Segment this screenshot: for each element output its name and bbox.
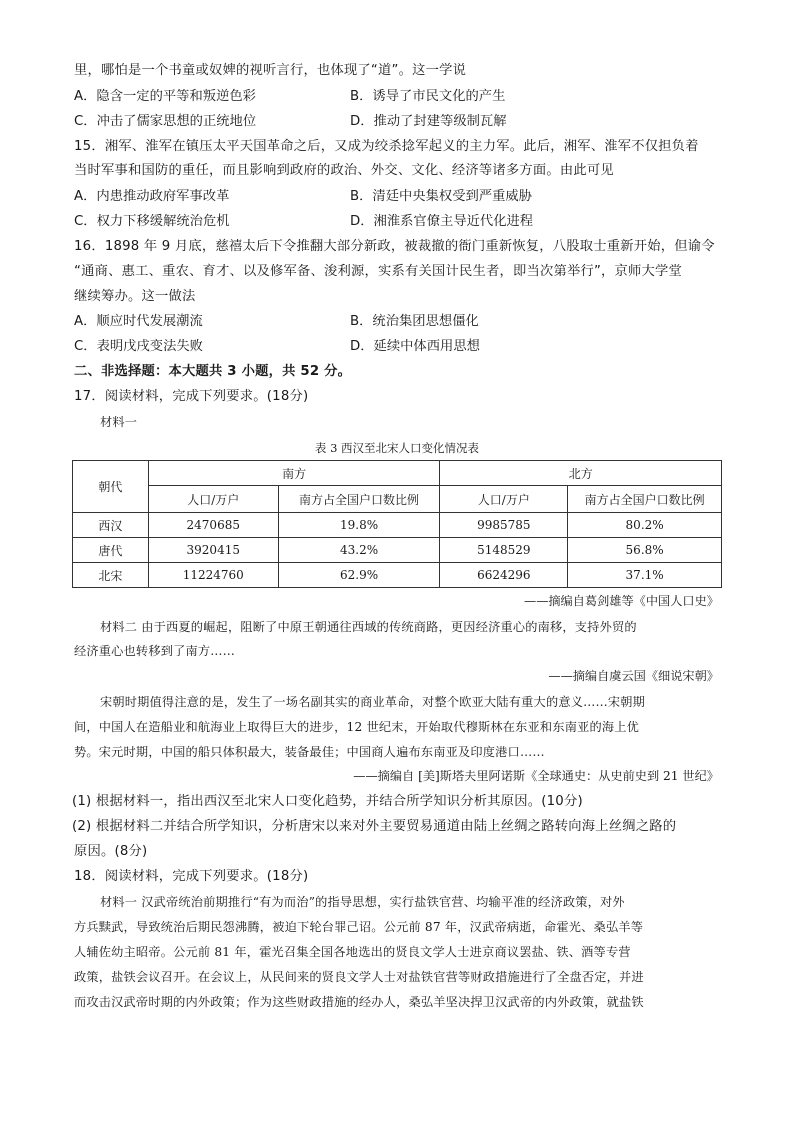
- material-2-line2: 经济重心也转移到了南方……: [74, 644, 236, 658]
- cell-dynasty: 北宋: [73, 563, 149, 588]
- population-table: [72, 460, 722, 588]
- q15-stem-line2: 当时军事和国防的重任，而且影响到政府的政治、外交、文化、经济等诸多方面。由此可见: [74, 163, 614, 178]
- q15-option-a: A．内患推动政府军事改革: [74, 189, 230, 204]
- q18-material-line2: 方兵黩武，导致统治后期民怨沸腾，被迫下轮台罪己诏。公元前 87 年，汉武帝病逝，命霍光、桑弘羊等: [74, 920, 644, 934]
- cell-south-pop: 3920415: [148, 538, 278, 563]
- header-south: 南方: [148, 461, 440, 486]
- option-a: A．隐含一定的平等和叛逆色彩: [74, 89, 256, 104]
- header-north: 北方: [440, 461, 722, 486]
- cell-north-ratio: 37.1%: [568, 563, 722, 588]
- cell-dynasty: 唐代: [73, 538, 149, 563]
- source-citation-1: ——摘编自葛剑雄等《中国人口史》: [524, 594, 719, 608]
- q18-material-line1: 材料一 汉武帝统治前期推行“有为而治”的指导思想，实行盐铁官营、均输平准的经济政策，对外: [100, 895, 625, 909]
- q15-option-c: C．权力下移缓解统治危机: [74, 214, 230, 229]
- section-heading: 二、非选择题：本大题共 3 小题，共 52 分。: [74, 364, 352, 379]
- material-2b-line1: 宋朝时期值得注意的是，发生了一场名副其实的商业革命，对整个欧亚大陆有重大的意义……宋朝期: [100, 695, 646, 709]
- table-caption: 表 3 西汉至北宋人口变化情况表: [314, 441, 480, 455]
- header-dynasty: 朝代: [73, 461, 149, 513]
- source-citation-3: ——摘编自 [美]斯塔夫里阿诺斯《全球通史：从史前史到 21 世纪》: [353, 769, 719, 783]
- cell-south-ratio: 19.8%: [278, 513, 440, 538]
- cell-north-pop: 9985785: [440, 513, 568, 538]
- q18-material-line3: 人辅佐幼主昭帝。公元前 81 年，霍光召集全国各地选出的贤良文学人士进京商议罢盐、铁、酒等专营: [74, 945, 631, 959]
- cell-dynasty: 西汉: [73, 513, 149, 538]
- material-2-line1: 材料二 由于西夏的崛起，阻断了中原王朝通往西域的传统商路，更因经济重心的南移，支持外贸的: [100, 620, 637, 634]
- question-stem-line: 里，哪怕是一个书童或奴婢的视听言行，也体现了“道”。这一学说: [74, 63, 467, 78]
- cell-south-ratio: 43.2%: [278, 538, 440, 563]
- header-north-pop: 人口/万户: [440, 486, 568, 513]
- header-south-pop: 人口/万户: [148, 486, 278, 513]
- q18-material-line4: 政策，盐铁会议召开。在会议上，从民间来的贤良文学人士对盐铁官营等财政措施进行了全盘否定，并进: [74, 970, 644, 984]
- q16-stem-line3: 继续筹办。这一做法: [74, 289, 196, 304]
- q15-stem-line1: 15．湘军、淮军在镇压太平天国革命之后，又成为绞杀捻军起义的主力军。此后，湘军、淮军不仅担负着: [74, 139, 699, 154]
- q18-title: 18．阅读材料，完成下列要求。(18分): [74, 869, 309, 884]
- q17-ask-1: (1) 根据材料一，指出西汉至北宋人口变化趋势，并结合所学知识分析其原因。(10分): [72, 794, 583, 809]
- q16-option-c: C．表明戊戌变法失败: [74, 339, 203, 354]
- cell-north-ratio: 56.8%: [568, 538, 722, 563]
- q16-stem-line2: “通商、惠工、重农、育才、以及修军备、浚利源，实系有关国计民生者，即当次第举行”，京师大学堂: [74, 264, 683, 279]
- material-1-label: 材料一: [100, 415, 138, 429]
- q16-stem-line1: 16．1898 年 9 月底，慈禧太后下令推翻大部分新政，被裁撤的衙门重新恢复，八股取士重新开始，但谕令: [74, 239, 715, 254]
- cell-south-pop: 11224760: [148, 563, 278, 588]
- header-south-ratio: 南方占全国户口数比例: [278, 486, 440, 513]
- material-2b-line3: 势。宋元时期，中国的船只体积最大，装备最佳；中国商人遍布东南亚及印度港口……: [74, 745, 545, 759]
- q16-option-b: B．统治集团思想僵化: [350, 314, 479, 329]
- material-2b-line2: 间，中国人在造船业和航海业上取得巨大的进步，12 世纪末，开始取代穆斯林在东亚和东南亚的海上优: [74, 720, 640, 734]
- header-north-ratio: 南方占全国户口数比例: [568, 486, 722, 513]
- cell-north-ratio: 80.2%: [568, 513, 722, 538]
- table-row: [73, 513, 722, 538]
- table-row: [73, 538, 722, 563]
- option-b: B．诱导了市民文化的产生: [350, 89, 506, 104]
- q17-ask-2-line1: (2) 根据材料二并结合所学知识，分析唐宋以来对外主要贸易通道由陆上丝绸之路转向海上丝绸之路的: [72, 819, 677, 834]
- q15-option-b: B．清廷中央集权受到严重威胁: [350, 189, 532, 204]
- q16-option-a: A．顺应时代发展潮流: [74, 314, 203, 329]
- option-c: C．冲击了儒家思想的正统地位: [74, 114, 257, 129]
- option-d: D．推动了封建等级制瓦解: [350, 114, 507, 129]
- cell-north-pop: 6624296: [440, 563, 568, 588]
- cell-south-ratio: 62.9%: [278, 563, 440, 588]
- q17-title: 17．阅读材料，完成下列要求。(18分): [74, 389, 309, 404]
- q18-material-line5: 而攻击汉武帝时期的内外政策；作为这些财政措施的经办人，桑弘羊坚决捍卫汉武帝的内外政策，就盐铁: [74, 995, 644, 1009]
- source-citation-2: ——摘编自虞云国《细说宋朝》: [548, 669, 719, 683]
- q17-ask-2-line2: 原因。(8分): [74, 844, 148, 859]
- q16-option-d: D．延续中体西用思想: [350, 339, 480, 354]
- cell-south-pop: 2470685: [148, 513, 278, 538]
- cell-north-pop: 5148529: [440, 538, 568, 563]
- q15-option-d: D．湘淮系官僚主导近代化进程: [350, 214, 534, 229]
- table-row: [73, 563, 722, 588]
